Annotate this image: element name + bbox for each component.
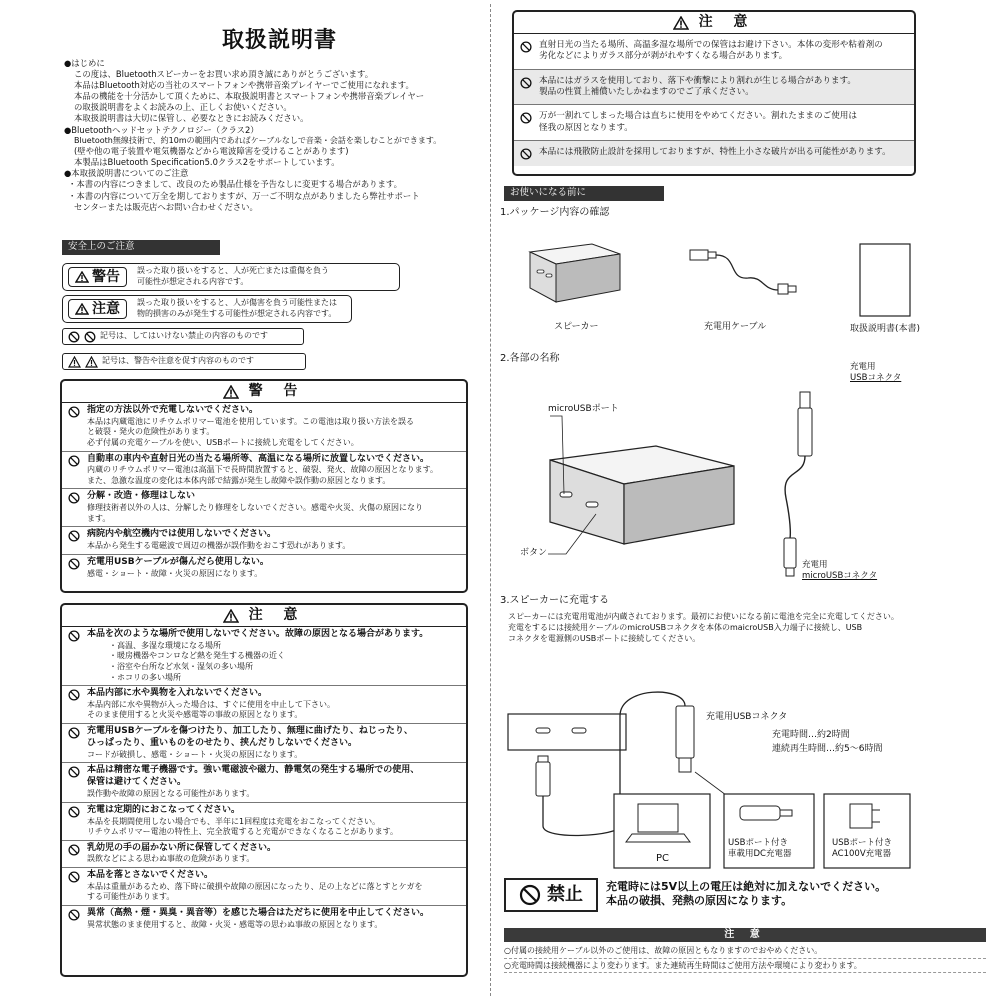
safety-row-detail: ます。 [87,513,111,523]
safety-row-text [87,870,423,903]
cable-label: 充電用ケーブル [704,322,767,332]
intro-heading: ●Bluetoothヘッドセットテクノロジー（クラス2） [64,124,259,135]
ac-charger-line: AC100V充電器 [832,849,892,860]
warning-triangle-icon [223,385,239,399]
safety-row [514,70,914,106]
safety-row [62,724,466,763]
safety-row-text [539,40,883,63]
prohibit-icon [519,77,533,89]
prohibit-icon [519,148,533,160]
page-divider [490,4,491,996]
safety-row-detail: コードが破損し、感電・ショート・火災の原因になります。 [87,749,303,759]
safety-row-text [87,557,269,579]
caution-badge [68,299,127,319]
safety-row [62,489,466,527]
page-title: 取扱説明書 [222,28,338,53]
safety-row-detail: 本品を長期間使用しない場合でも、半年に1回程度は充電をおこなってください。 [87,816,381,826]
prohibit-icon [67,492,81,504]
caution-triangle-icon [75,303,89,315]
button-label: ボタン [520,548,548,558]
safety-row [62,686,466,724]
intro-line: 本品の機能を十分活かして頂くために、本取扱説明書とスマートフォンや携帯音楽プレイヤー [74,91,425,102]
caution-triangle-icon [223,609,239,623]
prohibit-line: 本品の破損、発熱の原因になります。 [606,894,793,908]
safety-row-detail: 本品から発生する電磁波で周辺の機器が誤作動をおこす恐れがあります。 [87,541,351,551]
charge-time: 充電時間…約2時間 [772,730,850,740]
intro-heading: ●本取扱説明書についてのご注意 [64,168,189,179]
intro-section [64,58,484,213]
charging-line: 充電をするには接続用ケーブルのmicroUSBコネクタを本体のmaicroUSB入力端子に接続し、USB [508,622,863,632]
caution-box-title: 注 意 [248,607,306,624]
right-caution-box-title: 注 意 [698,14,756,31]
section-package-contents: 1.パッケージ内容の確認 [500,207,610,218]
safety-row-main: 本品は精密な電子機器です。強い電磁波や磁力、静電気の発生する場所での使用、 [87,765,420,776]
warning-triangle-icon [75,271,89,283]
prohibit-symbol-legend [62,328,304,345]
safety-row-main: 充電用USBケーブルを傷つけたり、加工したり、無理に曲げたり、ねじったり、 [87,726,413,737]
prohibit-label: 禁止 [547,884,583,906]
attention-symbol-legend [62,353,306,370]
right-caution-box-header [514,12,914,34]
cable-image [688,244,808,307]
safety-row-text [539,111,857,134]
safety-row-text [87,491,423,524]
safety-row-main: 充電は定期的におこなってください。 [87,804,241,815]
microusb-port-leader [548,414,588,498]
usb-connector-label: USBコネクタ [850,373,902,384]
intro-line: この度は、Bluetoothスピーカーをお買い求め頂き誠にありがとうございます。 [74,69,374,80]
safety-row [514,105,914,141]
section-charging: 3.スピーカーに充電する [500,595,609,606]
intro-line: 本製品はBluetooth Specification5.0クラス2をサポートしています。 [74,157,340,168]
safety-row-main: ひっぱったり、重いものをのせたり、挟んだりしないでください。 [87,737,358,748]
safety-row-main: 病院内や航空機内では使用しないでください。 [87,529,277,540]
safety-row [62,906,466,932]
caution-box-header [62,605,466,627]
speaker-label: スピーカー [554,322,599,332]
microusb-connector-callout [802,560,877,582]
safety-header: 安全上のご注意 [62,240,220,255]
prohibit-icon [84,331,96,343]
safety-row-main: 自動車の車内や直射日光の当たる場所等、高温になる場所に放置しないでください。 [87,453,430,464]
cable-long-image [780,388,840,581]
caution-badge-label: 注意 [92,300,120,317]
safety-row-detail: 劣化などによりガラス部分が剥がれやすくなる場合があります。 [539,51,788,62]
prohibit-icon [68,331,80,343]
prohibit-icon [67,530,81,542]
manual-image [858,242,914,323]
usb-connector-label: 充電用 [850,362,876,372]
safety-row-text [539,76,856,99]
safety-row-detail: 直射日光の当たる場所、高温多湿な場所での保管はお避け下さい。本体の変形や粘着剤の [539,40,883,50]
safety-row-main: 本品を次のような場所で使用しないでください。故障の原因となる場合があります。 [87,629,429,639]
intro-line: センターまたは販売店へお問い合わせください。 [74,201,258,212]
car-charger-label [728,838,791,860]
safety-row [514,34,914,70]
safety-row-text [87,405,414,449]
microusb-connector-label: 充電用 [802,560,828,570]
safety-row-bullet: ・浴室や台所など水気・湿気の多い場所 [109,661,253,671]
safety-row-main: 本品を落とさないでください。 [87,870,214,881]
prohibit-line: 充電時には5V以上の電圧は絶対に加えないでください。 [606,880,887,893]
car-charger-line: USBポート付き [728,838,788,848]
attention-legend-text: 記号は、警告や注意を促す内容のものです [102,356,254,366]
warning-box-title: 警 告 [248,383,306,400]
prohibit-icon [67,766,81,778]
safety-row-detail: する可能性があります。 [87,892,175,902]
ac-charger-label [832,838,892,860]
safety-row [62,555,466,581]
button-leader [546,510,606,560]
prohibit-icon [67,871,81,883]
speaker-image [522,240,622,313]
prohibit-icon [67,806,81,818]
safety-row-main: 指定の方法以外で充電しないでください。 [87,405,259,415]
intro-line: (壁や他の電子装置や電気機器などから電波障害を受けることがあります) [74,146,349,157]
safety-row [62,452,466,490]
section-part-names: 2.各部の名称 [500,353,560,364]
caution-box [60,603,468,977]
caution-legend-line: 誤った取り扱いをすると、人が傷害を負う可能性または [137,298,337,308]
safety-row-main: 分解・改造・修理はしない [87,491,196,502]
safety-row-text [87,805,398,838]
safety-row-bullet: ・ホコリの多い場所 [109,672,181,682]
warning-legend-text [137,266,329,287]
safety-row-main: 保管は避けてください。 [87,777,187,788]
charging-instructions [508,612,899,644]
safety-row-bullet: ・暖房機器やコンロなど熱を発生する機器の近く [109,651,285,661]
safety-row-text [87,726,413,760]
attention-triangle-icon [85,356,98,368]
safety-row-detail: 修理技術者以外の人は、分解したり修理をしないでください。感電や火災、火傷の原因になり [87,503,423,513]
right-caution-rows [514,34,914,166]
microusb-port-label: microUSBポート [548,404,619,414]
prohibit-icon [67,630,81,642]
warning-legend-line: 誤った取り扱いをすると、人が死亡または重傷を負う [137,266,329,276]
safety-row-detail: 内蔵のリチウムポリマー電池は高温下で長時間放置すると、破裂、発火、故障の原因となります。 [87,465,438,475]
charging-line: コネクタを電源側のUSBポートに接続してください。 [508,633,701,643]
prohibit-icon [519,41,533,53]
safety-row-detail: 異常状態のまま使用すると、故障・火災・感電等の思わぬ事故の原因となります。 [87,919,383,929]
safety-row-text [87,688,335,721]
warning-badge-label: 警告 [92,268,120,285]
safety-row-detail: 本品は内蔵電池にリチウムポリマー電池を使用しています。この電池は取り扱い方法を誤る [87,416,414,426]
charging-usb-connector-label: 充電用USBコネクタ [706,712,788,722]
warning-legend [62,263,400,291]
safety-row-text [87,454,438,487]
microusb-connector-label: microUSBコネクタ [802,571,878,582]
safety-row-detail: と破裂・発火の危険性があります。 [87,427,215,437]
playback-time: 連続再生時間…約5〜6時間 [772,744,883,754]
warning-badge [68,267,127,287]
caution-legend-line: 物的損害のみが発生する可能性が想定される内容です。 [137,309,337,318]
prohibit-badge [504,878,598,912]
safety-row-main: 充電用USBケーブルが傷んだら使用しない。 [87,556,269,567]
safety-row-text [539,147,891,160]
intro-line: の取扱説明書をよくお読みの上、正しくお使いください。 [74,102,292,113]
prohibit-legend-text: 記号は、してはいけない禁止の内容のものです [100,331,268,341]
bottom-note-line: ○付属の接続用ケーブル以外のご使用は、故障の原因ともなりますのでおやめください。 [504,944,986,959]
warning-box-header [62,381,466,403]
caution-rows [62,627,466,932]
charging-line: スピーカーには充電用電池が内蔵されております。最初にお使いになる前に電池を完全に充電してください。 [508,612,899,621]
prohibit-icon [67,909,81,921]
prohibit-icon [519,112,533,124]
safety-row-detail: 誤作動や故障の原因となる可能性があります。 [87,789,255,799]
prohibit-icon [67,727,81,739]
prohibit-icon [67,558,81,570]
safety-row [514,141,914,166]
safety-row-detail: また、急激な温度の変化は本体内部で結露が発生し故障や誤作動の原因となります。 [87,475,391,485]
manual-label: 取扱説明書(本書) [850,324,921,334]
bottom-note [504,944,986,973]
safety-row [62,841,466,868]
prohibit-icon [67,455,81,467]
safety-row-text [87,908,429,930]
safety-row-text [87,529,350,551]
safety-row [62,763,466,802]
intro-line: ・本書の内容につきまして、改良のため製品仕様を予告なしに変更する場合があります。 [68,179,402,190]
caution-legend-text [137,298,337,319]
warning-legend-line: 可能性が想定される内容です。 [137,277,249,286]
safety-row-detail: 感電・ショート・故障・火災の原因になります。 [87,568,263,578]
safety-row [62,803,466,841]
bottom-note-header: 注 意 [504,928,986,942]
car-charger-line: 車載用DC充電器 [728,849,792,860]
intro-line: Bluetooth無線技術で、約10mの範囲内であればケーブルなしで音楽・会話を楽しむことができます。 [74,135,442,145]
safety-row [62,403,466,452]
intro-line: ・本書の内容について万全を期しておりますが、万一ご不明な点がありましたら弊社サポート [68,190,420,201]
safety-row-bullet: ・高温、多湿な環境になる場所 [109,640,221,650]
safety-row-main: 本品内部に水や異物を入れないでください。 [87,688,268,699]
safety-row-detail: 誤飲などによる思わぬ事故の危険があります。 [87,854,255,864]
attention-triangle-icon [68,356,81,368]
prohibit-icon [67,689,81,701]
pc-label: PC [656,853,670,864]
prohibit-text [606,880,886,909]
intro-heading: ●はじめに [64,58,105,68]
prohibit-icon [67,406,81,418]
warning-box [60,379,468,593]
usb-connector-callout [850,362,901,384]
safety-row-main: 異常（高熱・煙・異臭・異音等）を感じた場合はただちに使用を中止してください。 [87,907,430,918]
safety-row [62,868,466,906]
intro-line: 本取扱説明書は大切に保管し、必要なときにお読みください。 [74,113,309,124]
safety-row-detail: 製品の性質上補償いたしかねますのでご了承ください。 [539,87,754,98]
safety-row [62,627,466,686]
caution-legend [62,295,352,323]
safety-row-detail: 本品内部に水や異物が入った場合は、すぐに使用を中止して下さい。 [87,699,335,709]
caution-triangle-icon [673,16,689,30]
safety-row-detail: 万が一割れてしまった場合は直ちに使用をやめてください。割れたままのご使用は [539,111,857,122]
ac-charger-line: USBポート付き [832,838,892,848]
prohibit-icon [519,884,541,906]
safety-row-detail: 本品は重量があるため、落下時に破損や故障の原因になったり、足の上などに落とすとケガを [87,881,423,891]
warning-rows [62,403,466,581]
right-caution-box [512,10,916,176]
safety-row [62,527,466,554]
prohibit-icon [67,844,81,856]
safety-row-detail: 怪我の原因となります。 [539,122,633,133]
safety-row-text [87,843,276,865]
before-use-header: お使いになる前に [504,186,664,201]
safety-row-detail: 必ず付属の充電ケーブルを使い、USBポートに接続し充電をしてください。 [87,437,359,447]
bottom-note-line: ○充電時間は接続機器により変わります。また連続再生時間はご使用方法や環境により変わります。 [504,959,986,974]
safety-row-detail: リチウムポリマー電池の特性上、完全放電すると充電ができなくなることがあります。 [87,827,398,837]
intro-line: 本品はBluetooth対応の当社のスマートフォンや携帯音楽プレイヤーでご使用になれます。 [74,80,414,91]
safety-row-text [87,765,419,799]
safety-row-detail: そのまま使用すると火災や感電等の事故の原因となります。 [87,710,303,720]
safety-row-text [87,629,428,683]
safety-row-detail: 本品には飛散防止設計を採用しておりますが、特性上小さな破片が出る可能性があります。 [539,147,891,158]
safety-row-main: 乳幼児の手の届かない所に保管してください。 [87,842,277,853]
safety-row-detail: 本品にはガラスを使用しており、落下や衝撃により割れが生じる場合があります。 [539,75,857,86]
